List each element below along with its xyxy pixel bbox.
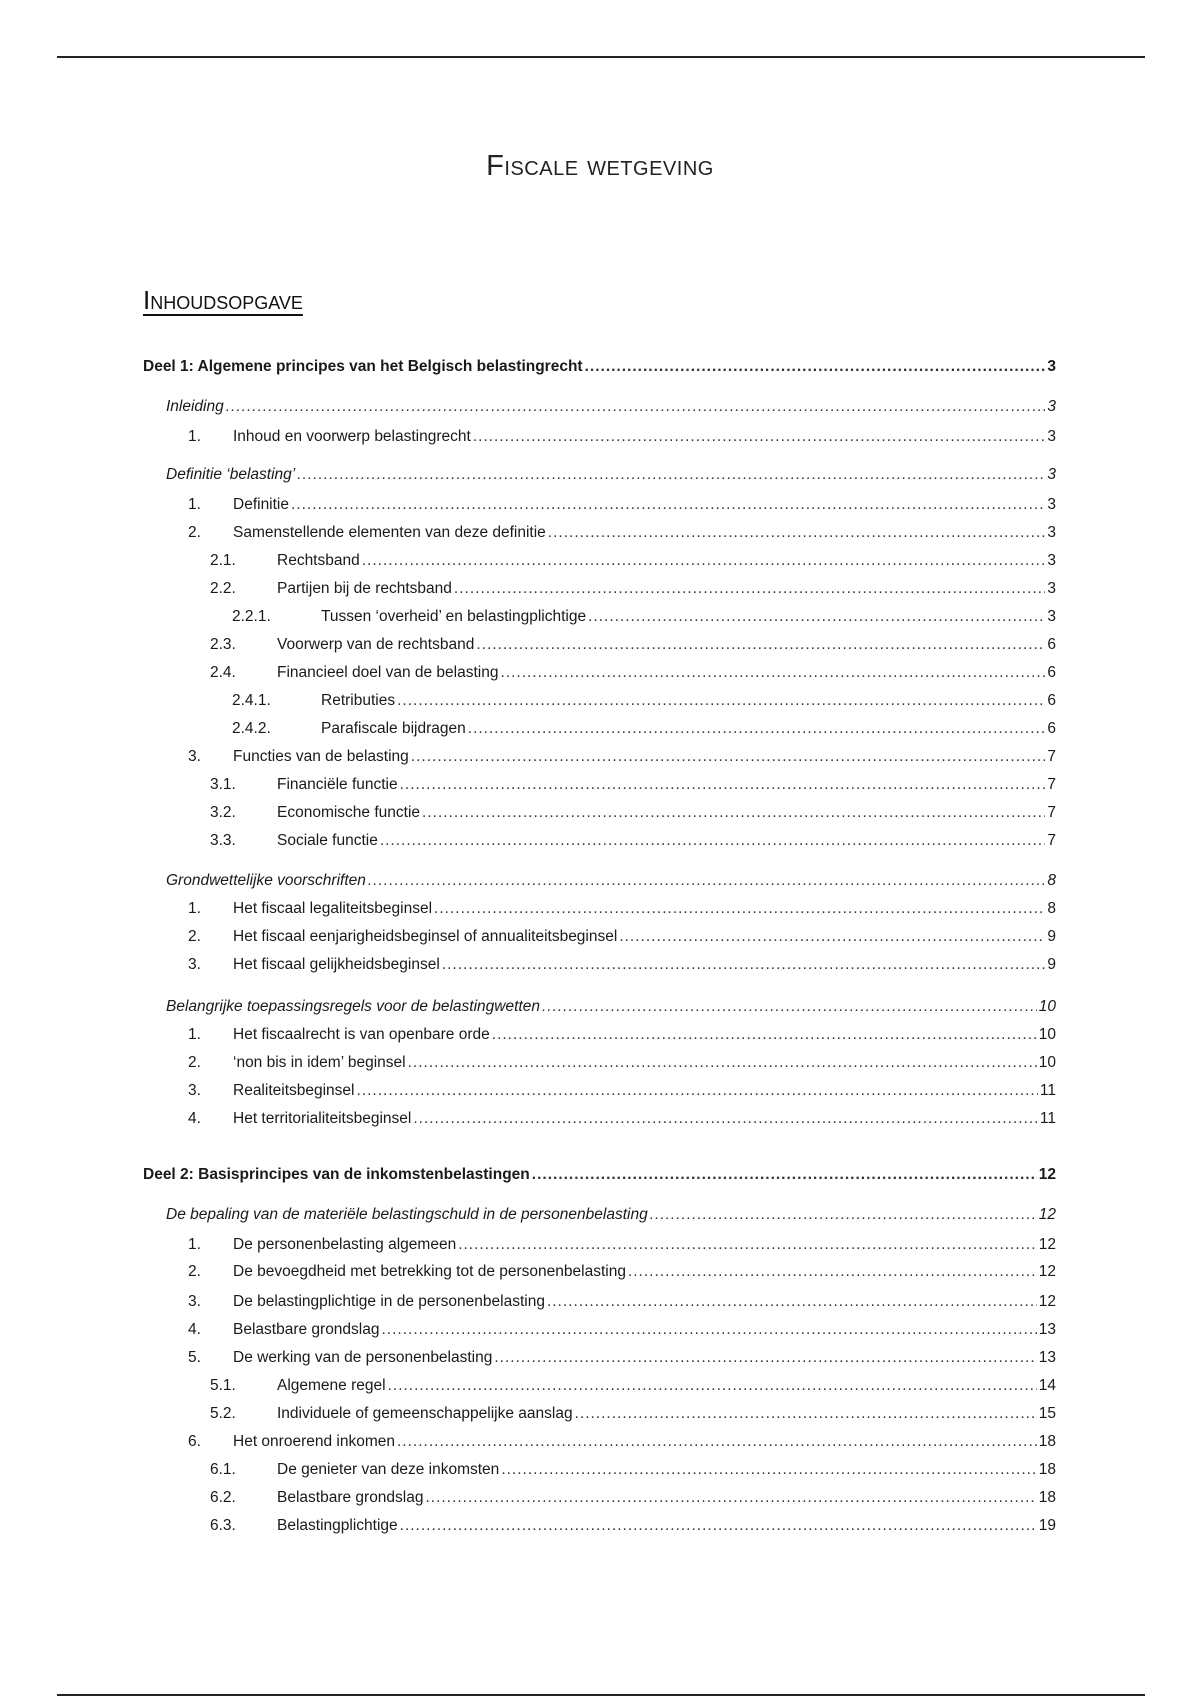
page-number: 9 [1047,928,1056,945]
page-number: 12 [1038,1166,1056,1183]
page-number: 6 [1047,720,1056,737]
toc-entry[interactable]: 1. Definitie ..... 3 [188,496,1056,518]
toc-entry[interactable]: 2.4.2. Parafiscale bijdragen ..... 6 [232,720,1056,742]
page-number: 3 [1047,524,1056,541]
page-number: 15 [1038,1405,1056,1422]
page-number: 18 [1038,1461,1056,1478]
toc-entry[interactable]: 6.3. Belastingplichtige ..... 19 [210,1517,1056,1539]
toc-entry[interactable]: 5.1. Algemene regel ..... 14 [210,1377,1056,1399]
page-number: 12 [1038,1293,1056,1310]
toc-entry-deel-2[interactable]: Deel 2: Basisprincipes van de inkomstenbelastingen ..... 12 [143,1166,1056,1188]
page-number: 3 [1047,608,1056,625]
toc-entry[interactable]: 3. Realiteitsbeginsel ..... 11 [188,1082,1056,1104]
page-number: 10 [1038,1054,1056,1071]
toc-entry[interactable]: 4. Het territorialiteitsbeginsel ..... 11 [188,1110,1056,1132]
page-number: 12 [1038,1206,1056,1223]
page-number: 3 [1047,398,1056,415]
page-number: 7 [1047,832,1056,849]
toc-entry-inleiding[interactable]: Inleiding ..... 3 [166,398,1056,420]
toc-entry[interactable]: 6. Het onroerend inkomen ..... 18 [188,1433,1056,1455]
page-number: 13 [1038,1321,1056,1338]
page-number: 3 [1047,552,1056,569]
page-number: 12 [1038,1236,1056,1253]
page-number: 7 [1047,748,1056,765]
toc-entry[interactable]: 1. Het fiscaalrecht is van openbare orde ..... 10 [188,1026,1056,1048]
toc-entry[interactable]: 3.2. Economische functie ..... 7 [210,804,1056,826]
page-number: 12 [1038,1263,1056,1280]
page-number: 6 [1047,664,1056,681]
toc-entry[interactable]: 2.2.1. Tussen ‘overheid’ en belastingplichtige ..... 3 [232,608,1056,630]
page-number: 11 [1039,1082,1056,1099]
toc-heading: Inhoudsopgave [143,285,303,315]
toc-entry-materiele-belastingschuld[interactable]: De bepaling van de materiële belastingschuld in de personenbelasting ..... 12 [166,1206,1056,1228]
toc-entry-grondwettelijke-voorschriften[interactable]: Grondwettelijke voorschriften ..... 8 [166,872,1056,894]
toc-entry-definitie[interactable]: Definitie ‘belasting’ ..... 3 [166,466,1056,488]
page-number: 18 [1038,1433,1056,1450]
toc-entry[interactable]: 3.3. Sociale functie ..... 7 [210,832,1056,854]
toc-entry[interactable]: 3.1. Financiële functie ..... 7 [210,776,1056,798]
toc-entry[interactable]: 4. Belastbare grondslag ..... 13 [188,1321,1056,1343]
toc-entry[interactable]: 3. Functies van de belasting ..... 7 [188,748,1056,770]
toc-entry-toepassingsregels[interactable]: Belangrijke toepassingsregels voor de belastingwetten ..... 10 [166,998,1056,1020]
toc-entry[interactable]: 5.2. Individuele of gemeenschappelijke aanslag ..... 15 [210,1405,1056,1427]
toc-entry[interactable]: 2.4.1. Retributies ..... 6 [232,692,1056,714]
toc-entry[interactable]: 2. De bevoegdheid met betrekking tot de personenbelasting ..... 12 [188,1263,1056,1285]
toc-entry[interactable]: 1. Inhoud en voorwerp belastingrecht ..... 3 [188,428,1056,450]
page-number: 8 [1047,872,1056,889]
toc-entry-deel-1[interactable]: Deel 1: Algemene principes van het Belgisch belastingrecht ..... 3 [143,358,1056,380]
page-number: 18 [1038,1489,1056,1506]
toc-entry[interactable]: 2.4. Financieel doel van de belasting ..... 6 [210,664,1056,686]
toc-entry[interactable]: 3. Het fiscaal gelijkheidsbeginsel ..... 9 [188,956,1056,978]
toc-entry[interactable]: 2. Het fiscaal eenjarigheidsbeginsel of annualiteitsbeginsel ..... 9 [188,928,1056,950]
page-number: 11 [1039,1110,1056,1127]
page-number: 6 [1047,692,1056,709]
page-number: 8 [1047,900,1056,917]
document-title: Fiscale wetgeving [486,150,714,182]
page-number: 3 [1047,428,1056,445]
page-number: 10 [1038,998,1056,1015]
toc-entry[interactable]: 2. Samenstellende elementen van deze definitie ..... 3 [188,524,1056,546]
page-number: 13 [1038,1349,1056,1366]
toc-entry[interactable]: 2. ‘non bis in idem’ beginsel ..... 10 [188,1054,1056,1076]
top-rule [57,56,1145,58]
toc-entry[interactable]: 6.2. Belastbare grondslag ..... 18 [210,1489,1056,1511]
toc-entry[interactable]: 3. De belastingplichtige in de personenbelasting ..... 12 [188,1293,1056,1315]
page-number: 3 [1047,496,1056,513]
toc-entry[interactable]: 1. Het fiscaal legaliteitsbeginsel ..... 8 [188,900,1056,922]
toc-entry[interactable]: 2.1. Rechtsband ..... 3 [210,552,1056,574]
page-number: 3 [1047,466,1056,483]
bottom-rule [57,1694,1145,1696]
toc-entry[interactable]: 1. De personenbelasting algemeen ..... 12 [188,1236,1056,1258]
toc-entry[interactable]: 2.3. Voorwerp van de rechtsband ..... 6 [210,636,1056,658]
toc-entry[interactable]: 6.1. De genieter van deze inkomsten ..... 18 [210,1461,1056,1483]
page-number: 9 [1047,956,1056,973]
page-number: 3 [1047,358,1056,375]
page-number: 7 [1047,804,1056,821]
page-number: 10 [1038,1026,1056,1043]
page-number: 6 [1047,636,1056,653]
page-number: 3 [1047,580,1056,597]
page-number: 14 [1038,1377,1056,1394]
page-number: 19 [1038,1517,1056,1534]
toc-entry[interactable]: 2.2. Partijen bij de rechtsband ..... 3 [210,580,1056,602]
page-number: 7 [1047,776,1056,793]
toc-entry[interactable]: 5. De werking van de personenbelasting ..... 13 [188,1349,1056,1371]
